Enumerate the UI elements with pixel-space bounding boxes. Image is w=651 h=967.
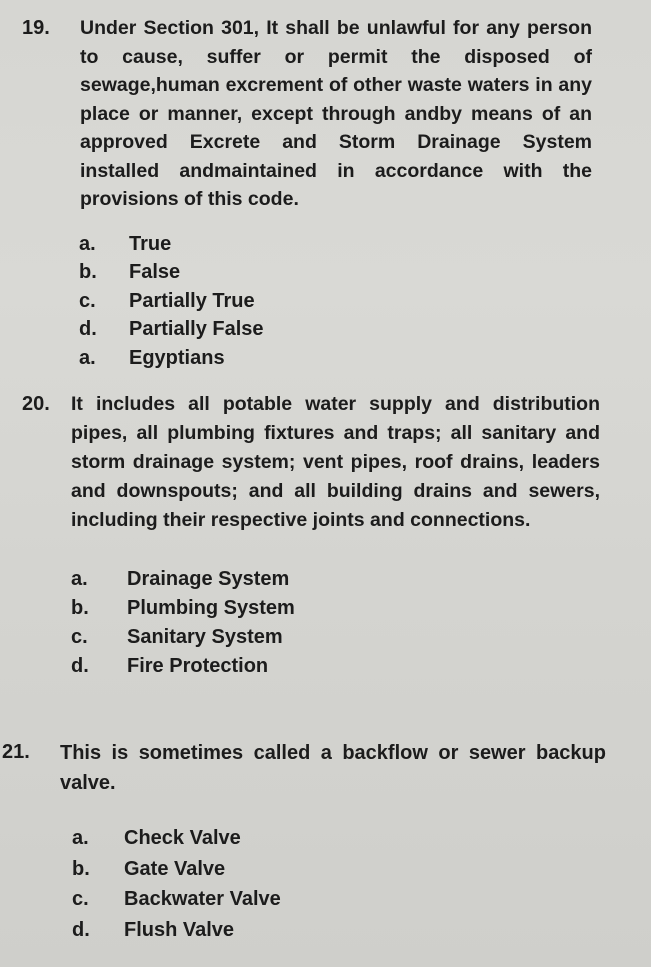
option-c[interactable] [72, 884, 606, 915]
option-text: Flush Valve [124, 918, 235, 941]
option-text: True [129, 232, 172, 255]
option-d[interactable] [72, 915, 606, 946]
question-21 [2, 738, 606, 945]
option-text: Fire Protection [127, 655, 269, 677]
question-text: This is sometimes called a backflow or sewer backup valve. [60, 742, 606, 794]
option-b[interactable] [72, 854, 606, 885]
option-letter: d. [79, 318, 97, 340]
option-c[interactable] [71, 623, 600, 652]
option-letter: d. [72, 918, 90, 941]
option-letter: c. [71, 626, 88, 648]
options-list [71, 565, 600, 681]
option-letter: b. [72, 857, 90, 880]
option-text: Backwater Valve [124, 888, 281, 910]
option-a[interactable] [72, 823, 606, 854]
question-text: It includes all potable water supply and distribution pipes, all plumbing fixtures and traps; all sanitary and storm drainage system; vent pipes, roof drains, leaders and downspouts; and all building drains and sewers, including their respective joints and connections. [71, 393, 600, 531]
option-text: Plumbing System [127, 597, 295, 619]
question-19 [22, 14, 592, 372]
option-text: Partially False [129, 318, 264, 340]
option-letter: b. [71, 597, 89, 619]
option-letter: a. [71, 568, 88, 590]
option-e[interactable] [79, 344, 592, 373]
option-text: Drainage System [127, 568, 290, 590]
option-c[interactable] [79, 287, 592, 316]
option-letter: a. [79, 232, 96, 255]
question-number: 21. [2, 741, 30, 763]
option-letter: a. [72, 827, 89, 849]
option-b[interactable] [79, 258, 592, 287]
option-letter: d. [71, 655, 89, 677]
option-text: False [129, 261, 181, 283]
option-letter: c. [72, 888, 89, 910]
question-number: 19. [22, 17, 50, 39]
option-a[interactable] [71, 565, 600, 594]
option-d[interactable] [71, 652, 600, 681]
option-text: Check Valve [124, 827, 241, 849]
option-b[interactable] [71, 594, 600, 623]
option-a[interactable] [79, 230, 592, 259]
option-d[interactable] [79, 315, 592, 344]
option-text: Partially True [129, 289, 255, 312]
option-letter: b. [79, 261, 97, 283]
question-text: Under Section 301, It shall be unlawful for any person to cause, suffer or permit the disposed of sewage,human excrement of other waste waters in any place or manner, except through andby means of an approved Excrete and Storm Drainage System installed andmaintained in accordance with the provisions of this code. [80, 17, 592, 210]
option-text: Egyptians [129, 346, 225, 369]
option-text: Gate Valve [124, 857, 226, 880]
option-letter: a. [79, 346, 96, 369]
question-20 [22, 390, 600, 681]
option-text: Sanitary System [127, 626, 283, 648]
question-number: 20. [22, 393, 50, 415]
options-list [72, 823, 606, 945]
option-letter: c. [79, 289, 96, 312]
options-list [79, 230, 592, 373]
